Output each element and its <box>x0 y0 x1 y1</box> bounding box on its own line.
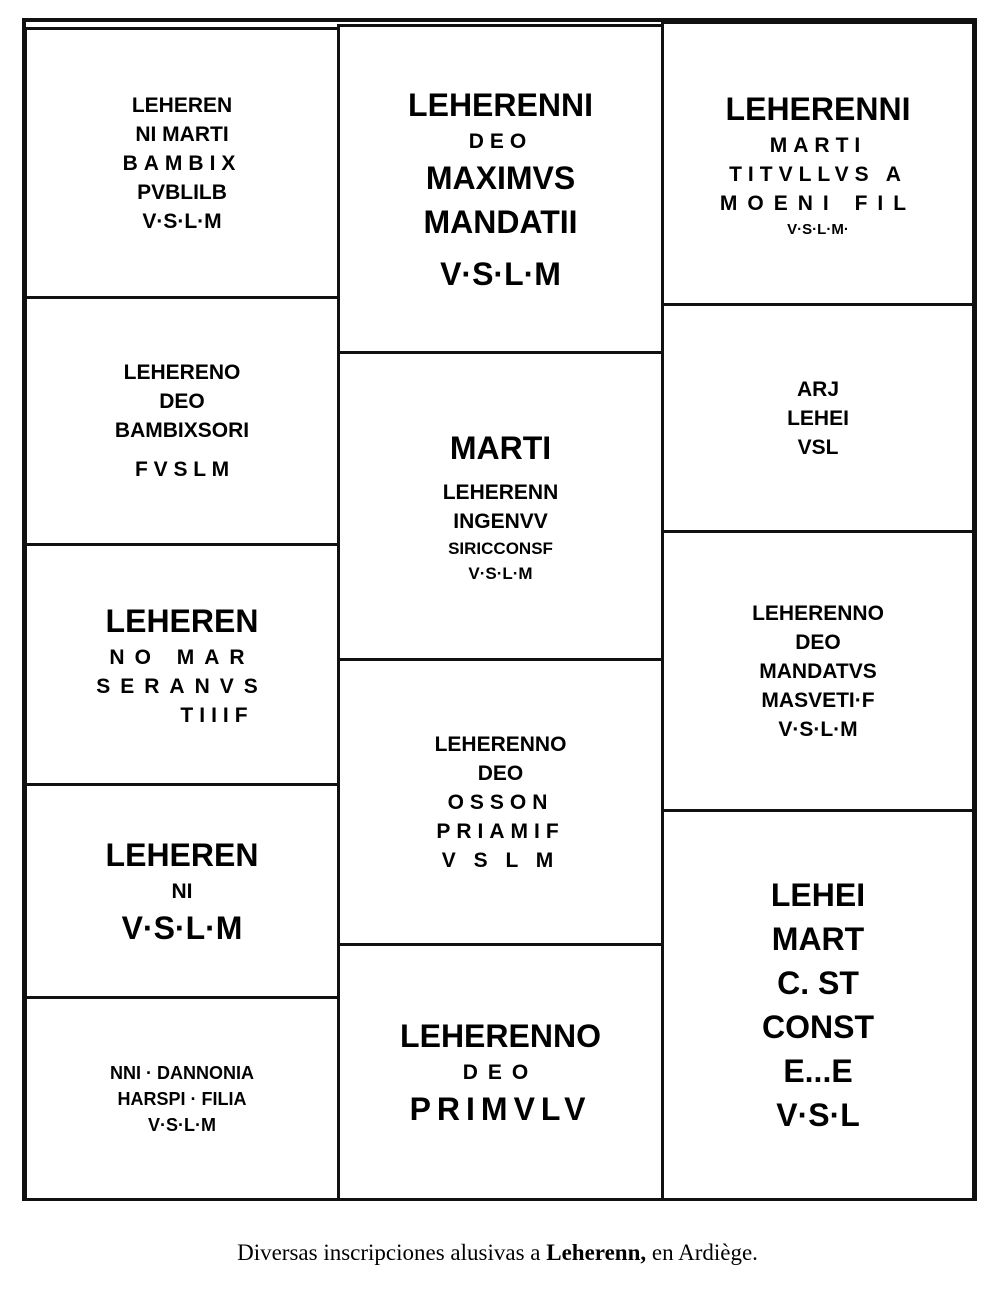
inscription-line: LEHERENNO <box>434 732 567 756</box>
inscription-line: VSL <box>797 435 839 459</box>
inscription-line: DEO <box>159 390 205 413</box>
inscription-line: PVBLILB <box>137 180 227 204</box>
inscription-line: MANDATVS <box>759 659 877 683</box>
inscription-panel <box>661 303 975 533</box>
inscription-line: NNI · DANNONIA <box>110 1062 254 1083</box>
inscription-line: C. ST <box>777 965 859 1001</box>
caption-text-end: en Ardiège. <box>646 1240 758 1265</box>
inscription-line: F V S L M <box>134 458 230 481</box>
inscription-line: INGENVV <box>453 510 548 533</box>
inscription-line: MASVETI·F <box>761 688 875 712</box>
caption-text: Diversas inscripciones alusivas a <box>237 1240 547 1265</box>
inscription-line: TIIIF <box>180 704 254 727</box>
inscription-line: ARJ <box>796 377 839 401</box>
inscription-line: LEHERENN <box>442 481 559 504</box>
inscription-line: V·S·L·M <box>148 1114 216 1135</box>
inscription-panel <box>24 27 340 299</box>
inscription-panel <box>661 21 975 306</box>
inscription-line: V·S·L·M <box>468 564 533 583</box>
inscription-line: LEHEREN <box>105 603 259 639</box>
inscription-panel <box>24 996 340 1201</box>
inscription-line: LEHERENNI <box>725 90 911 127</box>
inscription-line: MARTI <box>449 430 552 466</box>
inscription-line: OSSON <box>447 790 554 814</box>
inscription-panel <box>337 24 664 354</box>
inscription-panel <box>24 543 340 786</box>
inscription-line: SIRICCONSF <box>448 539 553 558</box>
inscription-line: BAMBIXSORI <box>114 419 250 442</box>
inscription-line: E...E <box>783 1053 853 1089</box>
inscription-panel <box>661 530 975 812</box>
inscription-line: V·S·L·M <box>778 717 858 741</box>
inscription-line: NI MARTI <box>135 122 229 146</box>
inscription-line: SERANVS <box>96 675 268 698</box>
inscription-line: V·S·L·M· <box>787 220 849 238</box>
inscription-line: MOENI FIL <box>719 191 917 215</box>
inscription-line: CONST <box>762 1009 874 1045</box>
inscription-line: V·S·L·M <box>121 909 243 946</box>
inscription-line: LEHEREN <box>131 93 233 117</box>
inscription-line: MAXIMVS <box>425 159 576 196</box>
inscription-panel <box>661 809 975 1201</box>
inscription-panel <box>24 783 340 999</box>
inscription-line: LEHEI <box>787 406 849 430</box>
inscription-line: V·S·L·M <box>440 255 561 292</box>
inscription-line: LEHEI <box>770 877 866 913</box>
inscription-line: PRIAMIF <box>436 819 565 843</box>
inscription-panel <box>24 296 340 546</box>
caption-bold-term: Leherenn, <box>546 1240 647 1265</box>
inscription-line: MANDATII <box>423 203 578 240</box>
inscription-line: BAMBIX <box>122 151 242 175</box>
inscription-line: PRIMVLV <box>409 1090 592 1127</box>
inscription-line: LEHERENNO <box>752 601 884 625</box>
inscription-line: MARTI <box>769 133 867 157</box>
inscription-line: HARSPI · FILIA <box>117 1088 247 1109</box>
inscription-line: V·S·L·M <box>142 209 222 233</box>
inscription-panel <box>337 658 664 946</box>
inscription-line: V·S·L <box>776 1097 860 1133</box>
inscription-line: NI <box>171 879 193 903</box>
inscription-line: DEO <box>468 129 533 153</box>
inscription-line: LEHERENNO <box>400 1017 601 1054</box>
inscription-line: LEHERENO <box>123 361 241 384</box>
inscription-panel <box>337 351 664 661</box>
inscription-line: LEHERENNI <box>408 86 593 123</box>
figure-caption <box>0 1240 995 1266</box>
inscription-line: DEO <box>795 630 841 654</box>
inscription-line: DEO <box>477 761 524 785</box>
inscription-line: NO MAR <box>109 646 255 669</box>
inscription-panel <box>337 943 664 1201</box>
inscription-line: LEHEREN <box>105 836 259 873</box>
inscription-line: MART <box>771 921 865 957</box>
inscription-line: DEO <box>462 1060 539 1084</box>
inscription-line: V S L M <box>441 848 560 872</box>
inscription-line: TITVLLVS A <box>729 162 907 186</box>
